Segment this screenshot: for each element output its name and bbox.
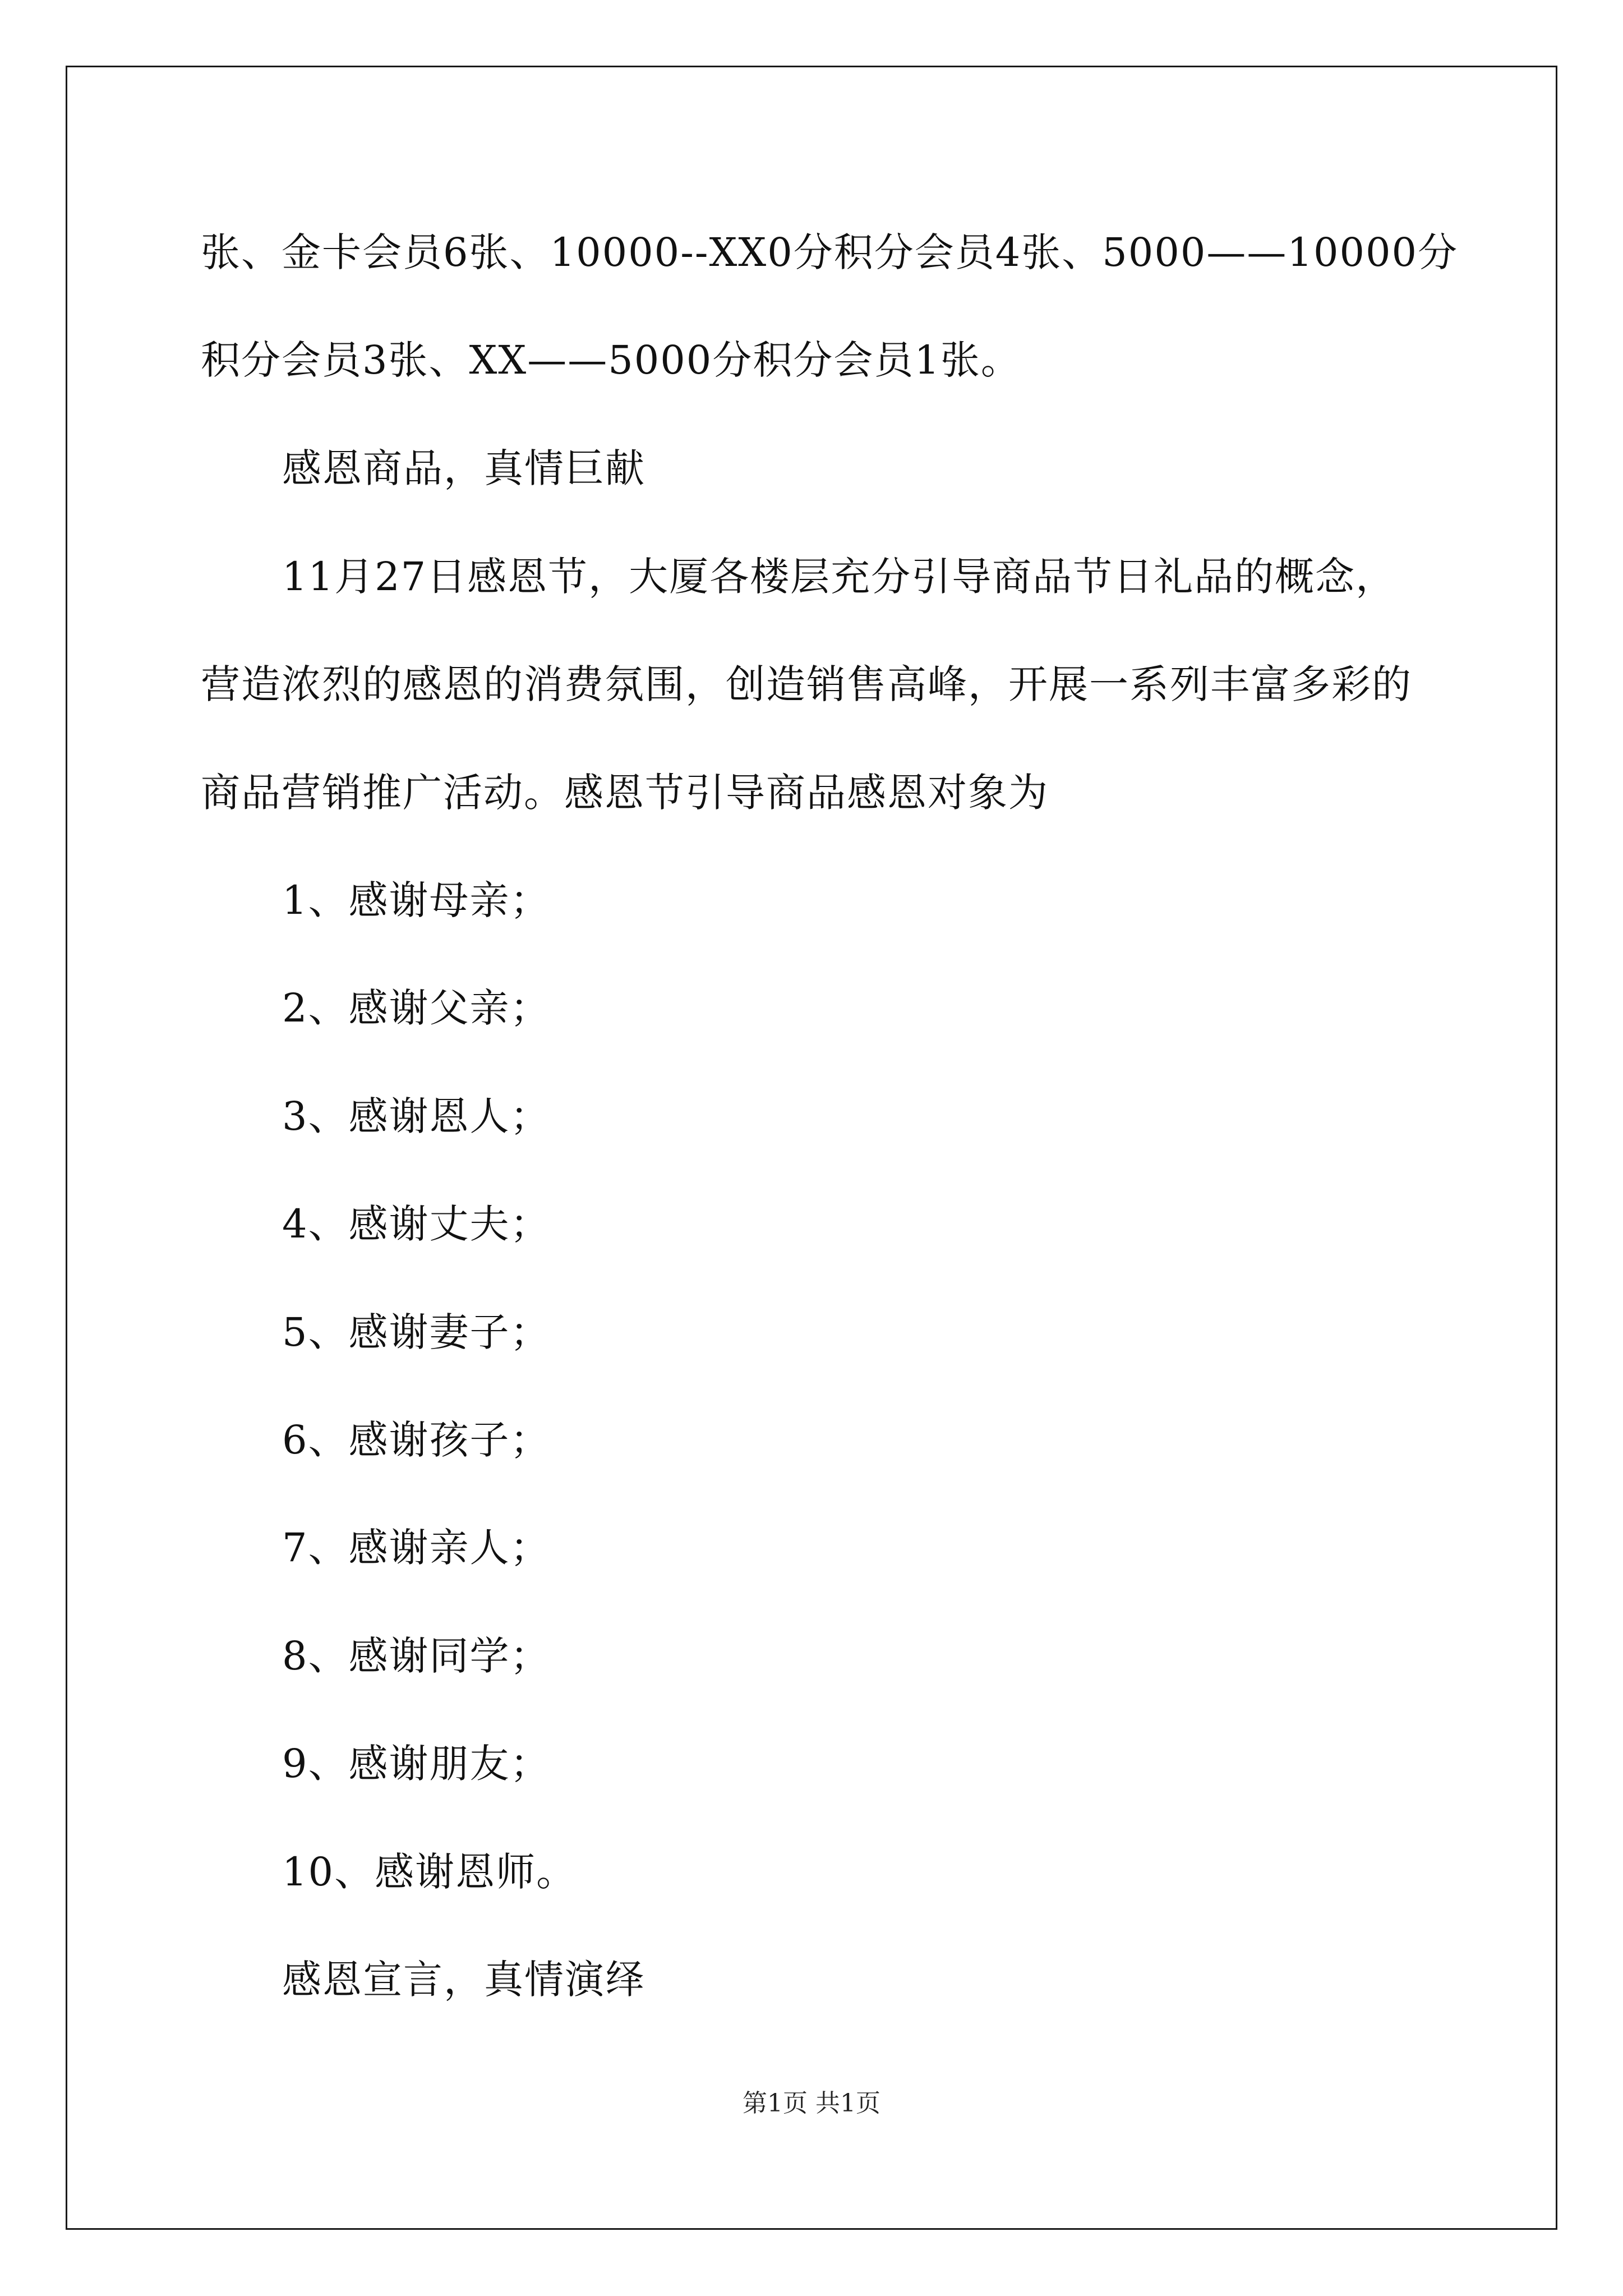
list-item: 8、感谢同学；	[282, 1633, 551, 1679]
list-item: 2、感谢父亲；	[282, 985, 551, 1031]
list-item: 6、感谢孩子；	[282, 1417, 551, 1463]
paragraph-line: 11月27日感恩节，大厦各楼层充分引导商品节日礼品的概念，	[282, 554, 1396, 600]
paragraph-line: 商品营销推广活动。感恩节引导商品感恩对象为	[201, 770, 1049, 816]
paragraph-line: 积分会员3张、XX——5000分积分会员1张。	[201, 337, 1021, 383]
section-heading: 感恩商品，真情巨献	[282, 445, 645, 491]
list-item: 5、感谢妻子；	[282, 1309, 551, 1355]
list-item: 10、感谢恩师。	[282, 1849, 577, 1895]
page-border	[66, 66, 1557, 2230]
list-item: 7、感谢亲人；	[282, 1525, 551, 1571]
list-item: 1、感谢母亲；	[282, 877, 551, 923]
section-heading: 感恩宣言，真情演绎	[282, 1957, 645, 2003]
list-item: 4、感谢丈夫；	[282, 1201, 551, 1247]
list-item: 3、感谢恩人；	[282, 1093, 551, 1139]
page-number-footer: 第1页 共1页	[743, 2089, 880, 2118]
list-item: 9、感谢朋友；	[282, 1741, 551, 1787]
paragraph-line: 张、金卡会员6张、10000--XX0分积分会员4张、5000——10000分	[201, 229, 1459, 275]
paragraph-line: 营造浓烈的感恩的消费氛围，创造销售高峰，开展一系列丰富多彩的	[201, 661, 1412, 707]
